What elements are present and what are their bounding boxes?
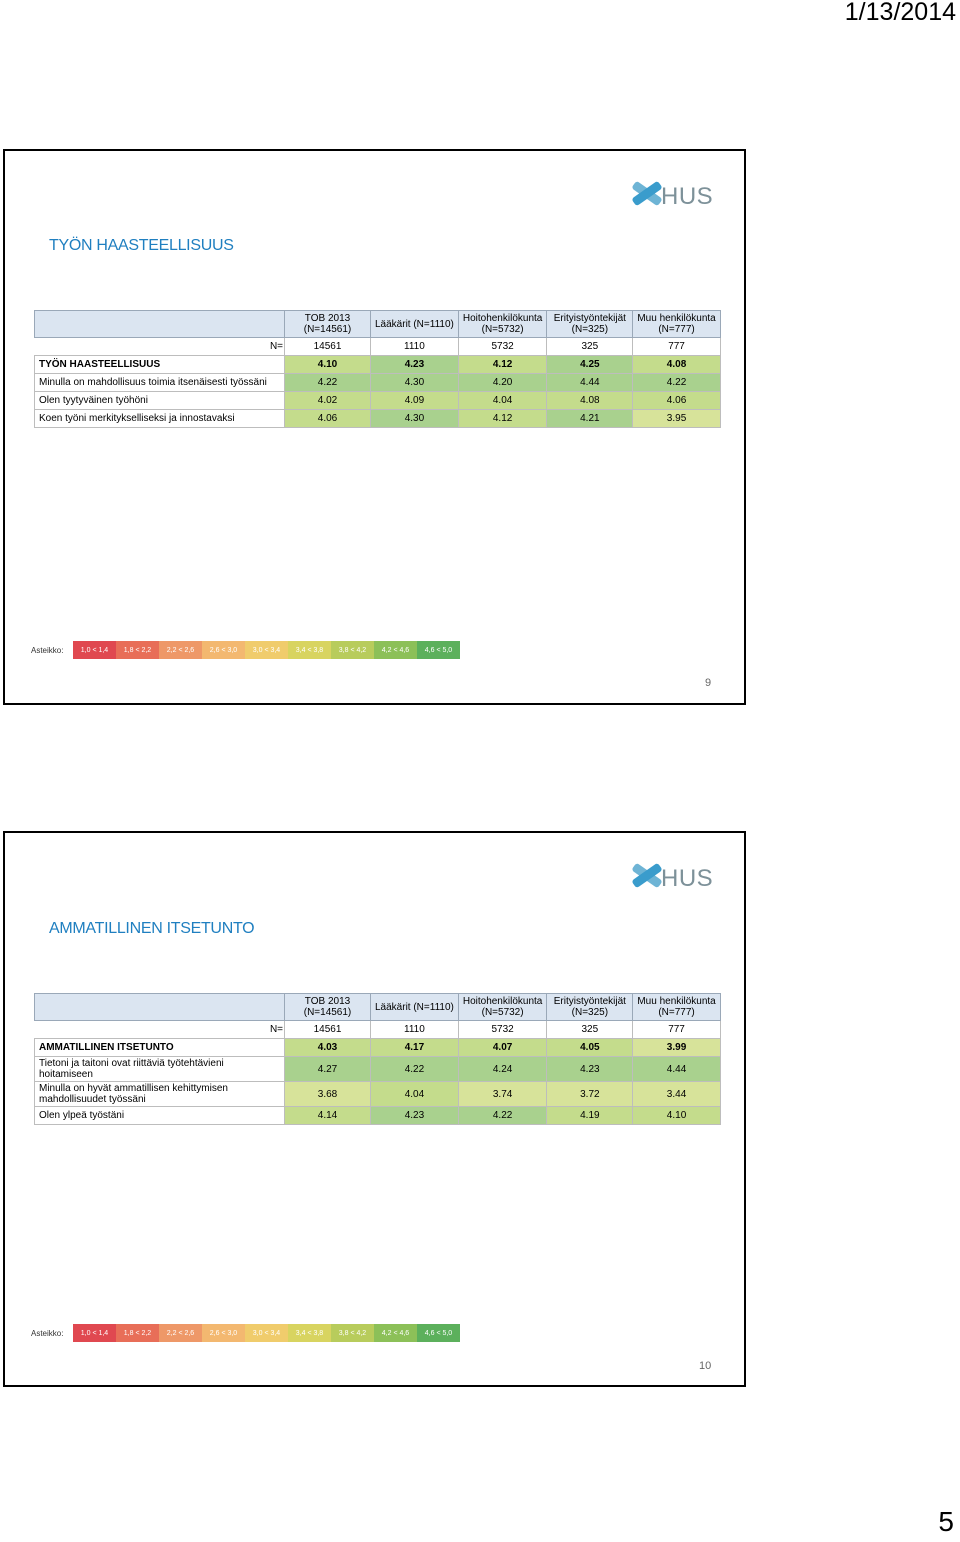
row-label: Minulla on hyvät ammatillisen kehittymisen mahdollisuudet työssäni [35,1082,285,1107]
value-cell: 3.72 [547,1082,633,1107]
value-cell: 4.09 [371,392,459,410]
value-cell: 4.24 [458,1057,547,1082]
scale-segment: 1,0 < 1,4 [73,641,116,659]
n-cell: 14561 [285,338,371,356]
row-label: TYÖN HAASTEELLISUUS [35,356,285,374]
n-cell: 777 [633,1021,720,1039]
table-row [35,374,721,392]
column-header: Muu henkilökunta (N=777) [633,994,720,1021]
value-cell: 4.23 [371,1107,459,1125]
logo-text: HUS [661,865,714,892]
scale-segment: 3,8 < 4,2 [331,1324,374,1342]
value-cell: 4.22 [458,1107,547,1125]
column-header: Hoitohenkilökunta (N=5732) [458,311,547,338]
table-row [35,1107,721,1125]
table-row [35,1082,721,1107]
slide-10 [3,831,746,1387]
value-cell: 4.14 [285,1107,371,1125]
value-cell: 4.03 [285,1039,371,1057]
results-table [34,993,721,1125]
n-label: N= [269,1024,283,1035]
value-cell: 3.95 [633,410,720,428]
value-cell: 4.25 [547,356,633,374]
value-cell: 4.12 [458,356,547,374]
n-cell: 5732 [458,1021,547,1039]
value-cell: 4.04 [371,1082,459,1107]
scale-segment: 3,0 < 3,4 [245,641,288,659]
table-row [35,410,721,428]
value-cell: 4.04 [458,392,547,410]
slide-title: TYÖN HAASTEELLISUUS [49,237,234,254]
value-cell: 4.30 [371,410,459,428]
scale-segment: 4,6 < 5,0 [417,1324,460,1342]
scale-segment: 1,8 < 2,2 [116,1324,159,1342]
value-cell: 4.07 [458,1039,547,1057]
scale-segment: 4,6 < 5,0 [417,641,460,659]
scale-segment: 2,6 < 3,0 [202,1324,245,1342]
value-cell: 4.21 [547,410,633,428]
logo-text: HUS [661,183,714,210]
value-cell: 3.68 [285,1082,371,1107]
value-cell: 4.30 [371,374,459,392]
value-cell: 3.74 [458,1082,547,1107]
scale-segment: 3,0 < 3,4 [245,1324,288,1342]
value-cell: 4.23 [547,1057,633,1082]
n-label: N= [269,341,283,352]
value-cell: 4.27 [285,1057,371,1082]
table-row [35,392,721,410]
value-cell: 4.17 [371,1039,459,1057]
scale-label: Asteikko: [31,1328,64,1338]
scale-segment: 1,8 < 2,2 [116,641,159,659]
column-header: Erityistyöntekijät (N=325) [547,994,633,1021]
value-cell: 4.19 [547,1107,633,1125]
n-cell: 5732 [458,338,547,356]
value-cell: 4.08 [547,392,633,410]
column-header: Lääkärit (N=1110) [371,994,459,1021]
scale-label: Asteikko: [31,645,64,655]
n-row [35,338,721,356]
value-cell: 4.06 [285,410,371,428]
page-number: 5 [938,1506,954,1537]
row-label: Tietoni ja taitoni ovat riittäviä työtehtävieni hoitamiseen [35,1057,285,1082]
hus-logo [631,861,721,897]
scale-segment: 3,8 < 4,2 [331,641,374,659]
table-header-row [35,994,721,1021]
column-header: Muu henkilökunta (N=777) [633,311,720,338]
table-row [35,1057,721,1082]
value-cell: 4.02 [285,392,371,410]
value-cell: 4.22 [633,374,720,392]
value-cell: 4.10 [633,1107,720,1125]
n-row [35,1021,721,1039]
value-cell: 4.08 [633,356,720,374]
scale-segment: 3,4 < 3,8 [288,1324,331,1342]
column-header: TOB 2013 (N=14561) [285,311,371,338]
scale-segment: 1,0 < 1,4 [73,1324,116,1342]
value-cell: 4.12 [458,410,547,428]
value-cell: 4.44 [633,1057,720,1082]
value-cell: 4.10 [285,356,371,374]
page-date: 1/13/2014 [844,0,956,26]
value-cell: 3.99 [633,1039,720,1057]
value-cell: 4.06 [633,392,720,410]
row-label: AMMATILLINEN ITSETUNTO [35,1039,285,1057]
row-label: Olen ylpeä työstäni [35,1107,285,1125]
results-table [34,310,721,428]
row-label: Koen työni merkitykselliseksi ja innostavaksi [35,410,285,428]
scale-segment: 4,2 < 4,6 [374,641,417,659]
scale-segment: 2,6 < 3,0 [202,641,245,659]
value-cell: 4.05 [547,1039,633,1057]
value-cell: 4.44 [547,374,633,392]
n-cell: 325 [547,1021,633,1039]
slide-title: AMMATILLINEN ITSETUNTO [49,920,255,937]
value-cell: 3.44 [633,1082,720,1107]
column-header: Lääkärit (N=1110) [371,311,459,338]
value-cell: 4.22 [285,374,371,392]
table-header-row [35,311,721,338]
header-blank [35,994,285,1021]
value-cell: 4.20 [458,374,547,392]
n-cell: 1110 [371,338,459,356]
table-row [35,1039,721,1057]
n-cell: 777 [633,338,720,356]
slide-9 [3,149,746,705]
slide-number: 9 [705,677,712,689]
column-header: Erityistyöntekijät (N=325) [547,311,633,338]
hus-logo [631,179,721,215]
table-row [35,356,721,374]
row-label: Olen tyytyväinen työhöni [35,392,285,410]
n-cell: 325 [547,338,633,356]
slide-number: 10 [699,1360,712,1372]
value-cell: 4.23 [371,356,459,374]
row-label: Minulla on mahdollisuus toimia itsenäisesti työssäni [35,374,285,392]
color-scale-legend [31,639,460,661]
column-header: TOB 2013 (N=14561) [285,994,371,1021]
scale-segment: 2,2 < 2,6 [159,1324,202,1342]
scale-segment: 3,4 < 3,8 [288,641,331,659]
scale-segment: 4,2 < 4,6 [374,1324,417,1342]
n-cell: 14561 [285,1021,371,1039]
header-blank [35,311,285,338]
column-header: Hoitohenkilökunta (N=5732) [458,994,547,1021]
color-scale-legend [31,1322,460,1344]
n-cell: 1110 [371,1021,459,1039]
scale-segment: 2,2 < 2,6 [159,641,202,659]
value-cell: 4.22 [371,1057,459,1082]
